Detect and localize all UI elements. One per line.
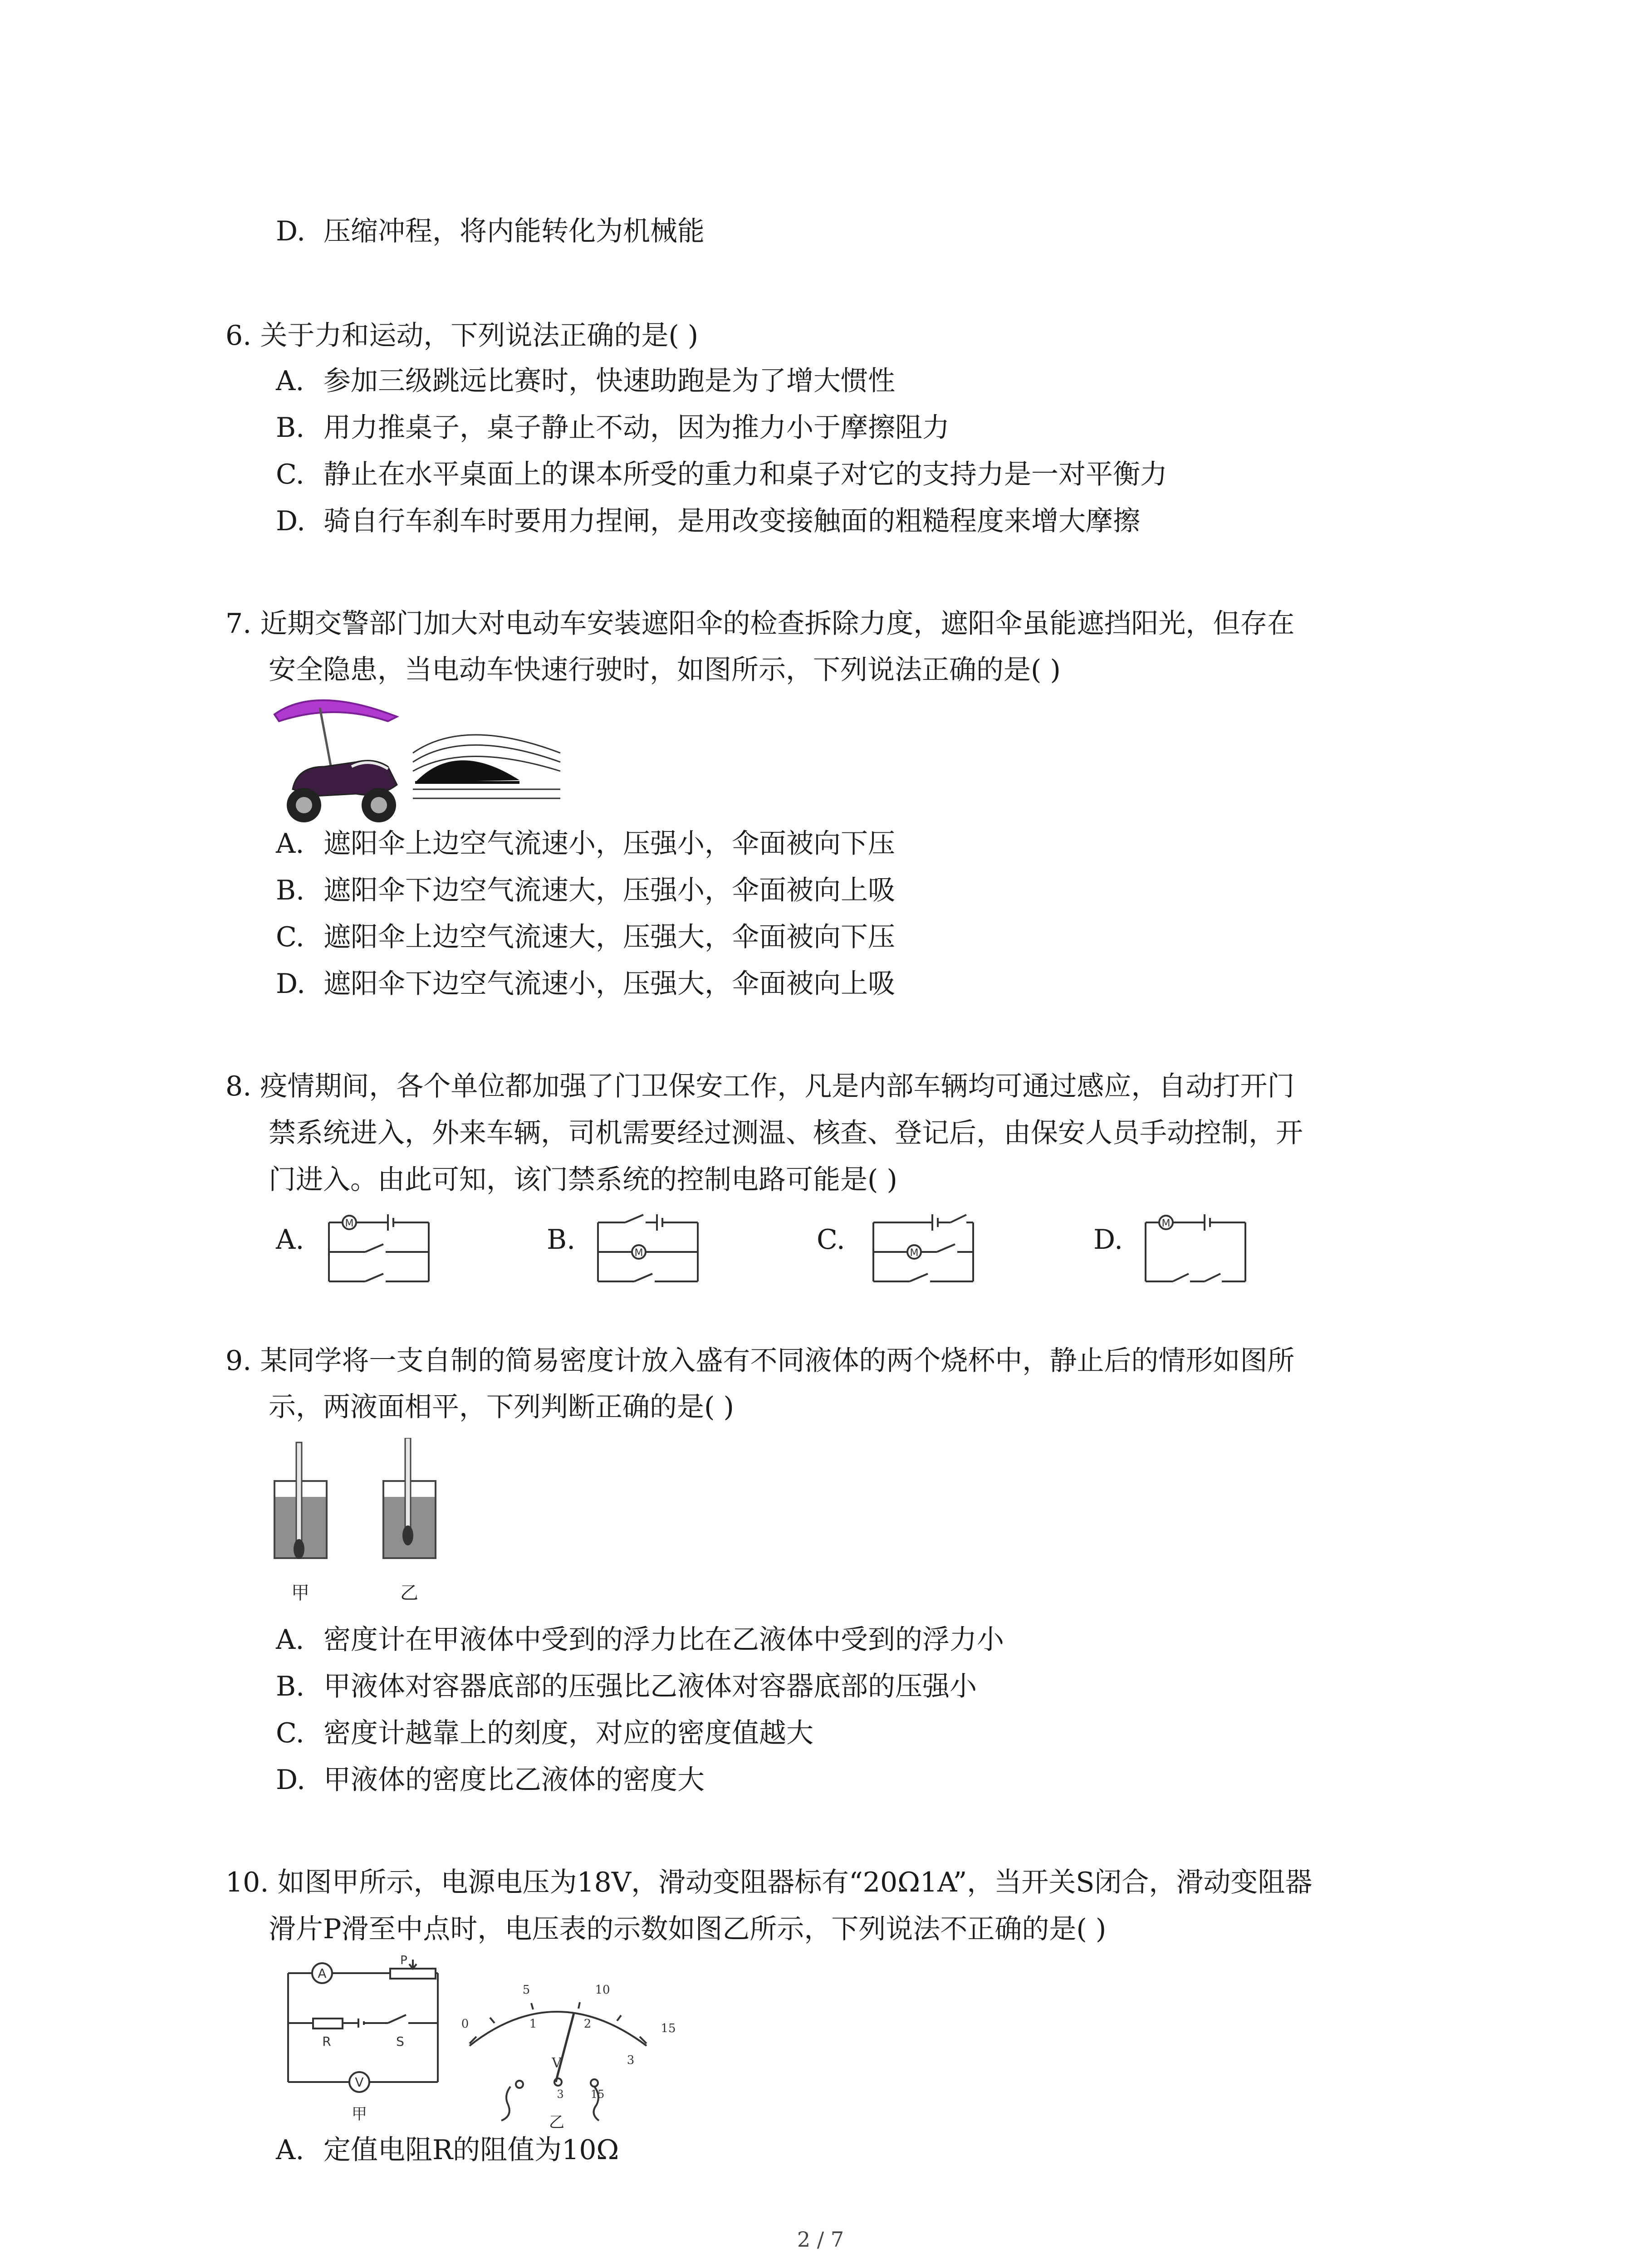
q10-stem-line2: 滑片P滑至中点时，电压表的示数如图乙所示，下列说法不正确的是( ): [269, 1913, 1107, 1945]
terminal-15: 15: [590, 2088, 605, 2101]
q7-option-d: [276, 966, 895, 1002]
q6-option-a: [276, 363, 895, 399]
option-label: D.: [276, 1764, 306, 1796]
option-label: D.: [276, 505, 306, 537]
option-text: 定值电阻R的阻值为10Ω: [323, 2134, 619, 2166]
q7-option-a: [276, 826, 895, 862]
q7-stem-line2: 安全隐患，当电动车快速行驶时，如图所示，下列说法正确的是( ): [269, 654, 1061, 686]
scale-upper-5: 5: [522, 1983, 530, 1997]
terminal-3: 3: [557, 2088, 564, 2101]
q10-stem-line1: 10. 如图甲所示，电源电压为18V，滑动变阻器标有“20Ω1A”，当开关S闭合，滑动变阻器: [225, 1867, 1313, 1898]
scale-upper-10: 10: [595, 1983, 610, 1997]
option-label: A.: [276, 1624, 304, 1656]
switch-label: S: [396, 2034, 404, 2049]
option-label: B.: [276, 1671, 305, 1702]
motor-symbol: M: [345, 1218, 354, 1229]
q6-stem: 6. 关于力和运动，下列说法正确的是( ): [225, 320, 699, 352]
meter-unit: V: [552, 2055, 562, 2071]
circuit-caption: 甲: [352, 2105, 367, 2123]
option-text: 遮阳伞下边空气流速小，压强大，伞面被向上吸: [323, 968, 895, 1000]
option-label: B.: [276, 412, 305, 444]
option-label: D.: [276, 968, 306, 1000]
q6-option-c: [276, 456, 1167, 493]
q8-circuit-b: [593, 1204, 702, 1286]
q7-option-b: [276, 872, 895, 909]
q9-stem-line2: 示，两液面相平，下列判断正确的是( ): [269, 1391, 734, 1423]
q9-caption-yi: 乙: [400, 1583, 418, 1603]
q8-circuit-c: [869, 1204, 978, 1286]
q6-option-d: [276, 503, 1140, 539]
option-text: 密度计越靠上的刻度，对应的密度值越大: [323, 1717, 813, 1749]
ammeter-symbol: A: [318, 1966, 327, 1981]
meter-caption: 乙: [549, 2113, 564, 2131]
q7-figure-scooter-umbrella: [265, 689, 565, 826]
q8-stem-line1: 8. 疫情期间，各个单位都加强了门卫保安工作，凡是内部车辆均可通过感应，自动打开门: [225, 1070, 1295, 1102]
q9-caption-jia: 甲: [291, 1583, 309, 1603]
slider-label: P: [400, 1955, 407, 1967]
q8-stem-line3: 门进入。由此可知，该门禁系统的控制电路可能是( ): [269, 1164, 897, 1196]
option-text: 骑自行车刹车时要用力捏闸，是用改变接触面的粗糙程度来增大摩擦: [323, 505, 1140, 537]
option-text: 压缩冲程，将内能转化为机械能: [323, 215, 705, 247]
motor-symbol: M: [910, 1247, 919, 1259]
option-text: 遮阳伞上边空气流速小，压强小，伞面被向下压: [323, 828, 895, 860]
q9-option-c: [276, 1715, 813, 1751]
option-label: A.: [276, 365, 304, 397]
option-text: 用力推桌子，桌子静止不动，因为推力小于摩擦阻力: [323, 412, 950, 444]
option-text: 遮阳伞上边空气流速大，压强大，伞面被向下压: [323, 921, 895, 953]
q8-choice-a-label: A.: [276, 1224, 304, 1256]
q9-option-b: [276, 1668, 977, 1705]
q10-voltmeter-yi: [451, 1960, 687, 2132]
q9-option-d: [276, 1762, 705, 1798]
scale-upper-15: 15: [661, 2022, 676, 2035]
q8-stem-line2: 禁系统进入，外来车辆，司机需要经过测温、核查、登记后，由保安人员手动控制，开: [269, 1117, 1303, 1149]
motor-symbol: M: [634, 1247, 643, 1259]
page-number: 2 / 7: [797, 2227, 844, 2252]
scale-lower-1: 1: [529, 2017, 537, 2031]
q9-option-a: [276, 1622, 1004, 1658]
option-label: C.: [276, 921, 304, 953]
q7-option-c: [276, 919, 895, 955]
q9-stem-line1: 9. 某同学将一支自制的简易密度计放入盛有不同液体的两个烧杯中，静止后的情形如图所: [225, 1345, 1295, 1377]
scale-lower-0: 0: [461, 2017, 469, 2031]
voltmeter-symbol: V: [355, 2075, 364, 2090]
q10-option-a: [276, 2132, 619, 2168]
option-text: 甲液体的密度比乙液体的密度大: [323, 1764, 705, 1796]
q5-option-d: [276, 213, 705, 249]
option-label: A.: [276, 2134, 304, 2166]
option-label: D.: [276, 215, 306, 247]
scale-lower-3: 3: [627, 2053, 635, 2067]
option-label: C.: [276, 1717, 304, 1749]
q8-choice-c-label: C.: [817, 1224, 845, 1256]
q10-circuit-jia: [281, 1955, 445, 2127]
motor-symbol: M: [1161, 1218, 1171, 1229]
option-text: 甲液体对容器底部的压强比乙液体对容器底部的压强小: [323, 1671, 977, 1702]
resistor-label: R: [322, 2034, 331, 2049]
option-label: A.: [276, 828, 304, 860]
q8-circuit-a: [324, 1204, 433, 1286]
option-text: 参加三级跳远比赛时，快速助跑是为了增大惯性: [323, 365, 895, 397]
q6-option-b: [276, 410, 950, 446]
q8-choice-d-label: D.: [1093, 1224, 1123, 1256]
option-label: C.: [276, 459, 304, 490]
option-text: 密度计在甲液体中受到的浮力比在乙液体中受到的浮力小: [323, 1624, 1004, 1656]
option-text: 静止在水平桌面上的课本所受的重力和桌子对它的支持力是一对平衡力: [323, 459, 1167, 490]
scale-lower-2: 2: [583, 2017, 592, 2031]
option-label: B.: [276, 875, 305, 906]
q8-choice-b-label: B.: [547, 1224, 576, 1256]
q9-figure-hydrometers: [265, 1438, 456, 1579]
option-text: 遮阳伞下边空气流速大，压强小，伞面被向上吸: [323, 875, 895, 906]
q8-circuit-d: [1141, 1204, 1250, 1286]
q7-stem-line1: 7. 近期交警部门加大对电动车安装遮阳伞的检查拆除力度，遮阳伞虽能遮挡阳光，但存在: [225, 608, 1295, 640]
